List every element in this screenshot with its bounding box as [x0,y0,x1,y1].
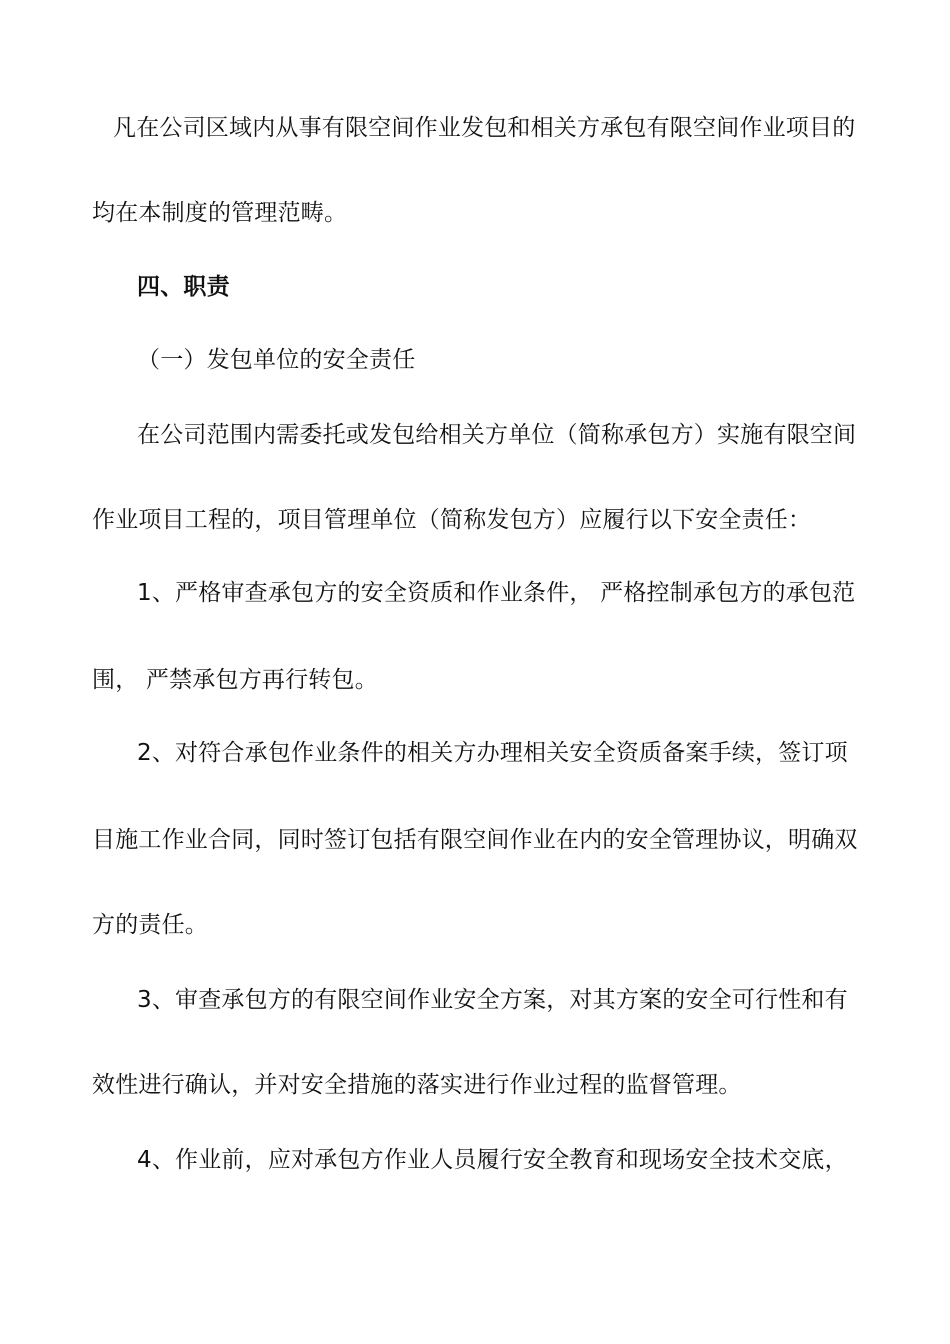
subsection-heading-contractor-responsibility: （一）发包单位的安全责任 [137,347,416,373]
list-item-2-line-3: 方的责任。 [92,912,208,938]
section-heading-responsibilities: 四、职责 [137,274,230,300]
list-item-3-line-1: 3、审查承包方的有限空间作业安全方案，对其方案的安全可行性和有 [137,987,848,1013]
list-item-1-line-2: 围， 严禁承包方再行转包。 [92,667,378,693]
paragraph-intro-line-1: 在公司范围内需委托或发包给相关方单位（简称承包方）实施有限空间 [137,422,857,448]
list-item-2-line-2: 目施工作业合同，同时签订包括有限空间作业在内的安全管理协议，明确双 [92,827,858,853]
paragraph-scope-line-1: 凡在公司区域内从事有限空间作业发包和相关方承包有限空间作业项目的 [113,115,856,141]
list-item-3-line-2: 效性进行确认，并对安全措施的落实进行作业过程的监督管理。 [92,1072,742,1098]
paragraph-intro-line-2: 作业项目工程的，项目管理单位（简称发包方）应履行以下安全责任： [92,507,812,533]
list-item-2-line-1: 2、对符合承包作业条件的相关方办理相关安全资质备案手续，签订项 [137,740,848,766]
paragraph-scope-line-2: 均在本制度的管理范畴。 [92,200,348,226]
list-item-4-line-1: 4、作业前，应对承包方作业人员履行安全教育和现场安全技术交底， [137,1147,848,1173]
list-item-1-line-1: 1、严格审查承包方的安全资质和作业条件， 严格控制承包方的承包范 [137,580,856,606]
